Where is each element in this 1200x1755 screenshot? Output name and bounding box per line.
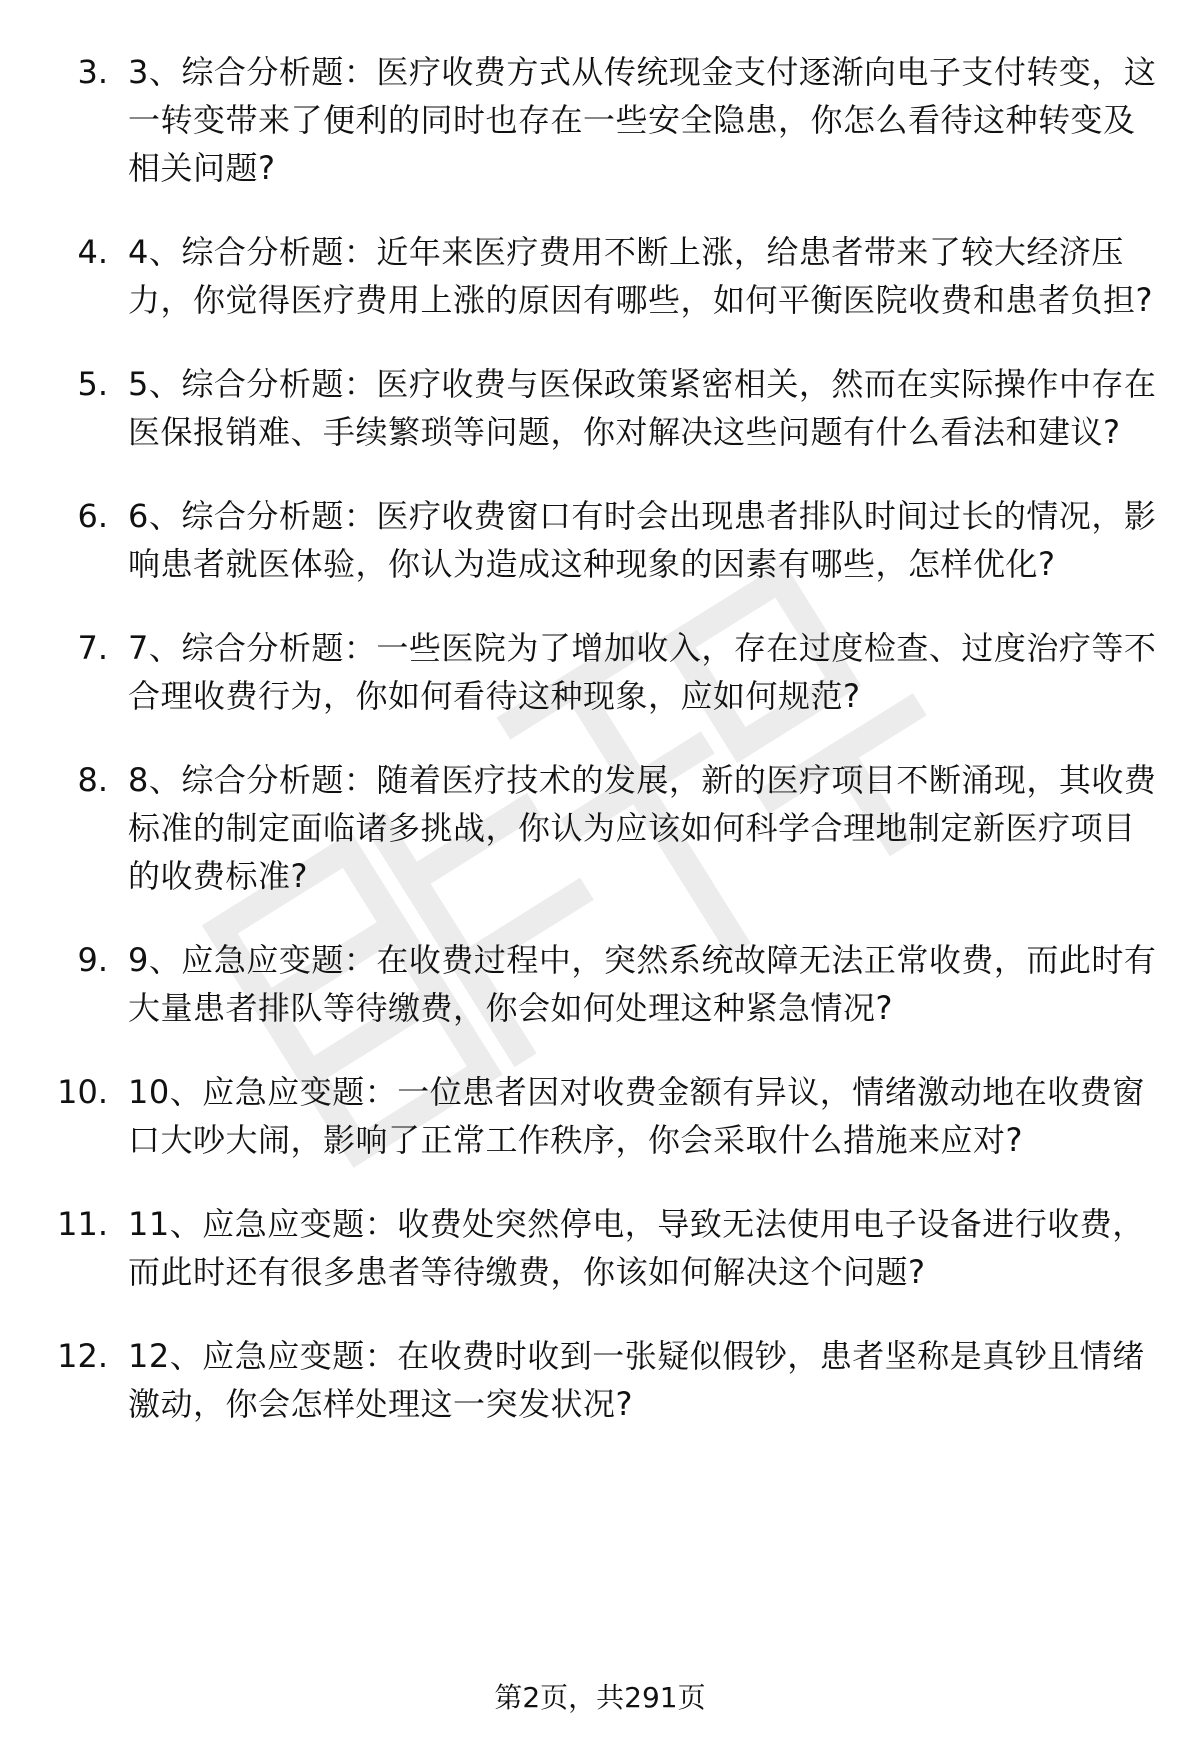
page-number: 第2页，共291页: [494, 1681, 706, 1714]
question-number: 4.: [77, 233, 108, 271]
question-item: [0, 1332, 1200, 1428]
question-text: 4、综合分析题：近年来医疗费用不断上涨，给患者带来了较大经济压力，你觉得医疗费用上涨的原因有哪些，如何平衡医院收费和患者负担?: [128, 233, 1153, 319]
question-item: [0, 1068, 1200, 1164]
question-text: 10、应急应变题：一位患者因对收费金额有异议，情绪激动地在收费窗口大吵大闹，影响了正常工作秩序，你会采取什么措施来应对?: [128, 1073, 1145, 1159]
question-item: [0, 1200, 1200, 1296]
question-number: 9.: [77, 941, 108, 979]
question-list: [0, 48, 1200, 1464]
question-number: 3.: [77, 53, 108, 91]
question-item: [0, 48, 1200, 192]
question-text: 11、应急应变题：收费处突然停电，导致无法使用电子设备进行收费，而此时还有很多患者等待缴费，你该如何解决这个问题?: [128, 1205, 1145, 1291]
question-text: 5、综合分析题：医疗收费与医保政策紧密相关，然而在实际操作中存在医保报销难、手续繁琐等问题，你对解决这些问题有什么看法和建议?: [128, 365, 1157, 451]
question-text: 6、综合分析题：医疗收费窗口有时会出现患者排队时间过长的情况，影响患者就医体验，你认为造成这种现象的因素有哪些，怎样优化?: [128, 497, 1157, 583]
question-number: 6.: [77, 497, 108, 535]
question-number: 12.: [57, 1337, 108, 1375]
question-item: [0, 936, 1200, 1032]
question-number: 10.: [57, 1073, 108, 1111]
question-item: [0, 360, 1200, 456]
question-item: [0, 624, 1200, 720]
question-number: 5.: [77, 365, 108, 403]
question-text: 8、综合分析题：随着医疗技术的发展，新的医疗项目不断涌现，其收费标准的制定面临诸多挑战，你认为应该如何科学合理地制定新医疗项目的收费标准?: [128, 761, 1157, 895]
question-number: 8.: [77, 761, 108, 799]
question-item: [0, 492, 1200, 588]
question-item: [0, 756, 1200, 900]
question-item: [0, 228, 1200, 324]
question-text: 12、应急应变题：在收费时收到一张疑似假钞，患者坚称是真钞且情绪激动，你会怎样处理这一突发状况?: [128, 1337, 1145, 1423]
question-text: 7、综合分析题：一些医院为了增加收入，存在过度检查、过度治疗等不合理收费行为，你如何看待这种现象，应如何规范?: [128, 629, 1157, 715]
question-number: 7.: [77, 629, 108, 667]
question-text: 3、综合分析题：医疗收费方式从传统现金支付逐渐向电子支付转变，这一转变带来了便利的同时也存在一些安全隐患，你怎么看待这种转变及相关问题?: [128, 53, 1157, 187]
question-number: 11.: [57, 1205, 108, 1243]
question-text: 9、应急应变题：在收费过程中，突然系统故障无法正常收费，而此时有大量患者排队等待缴费，你会如何处理这种紧急情况?: [128, 941, 1157, 1027]
